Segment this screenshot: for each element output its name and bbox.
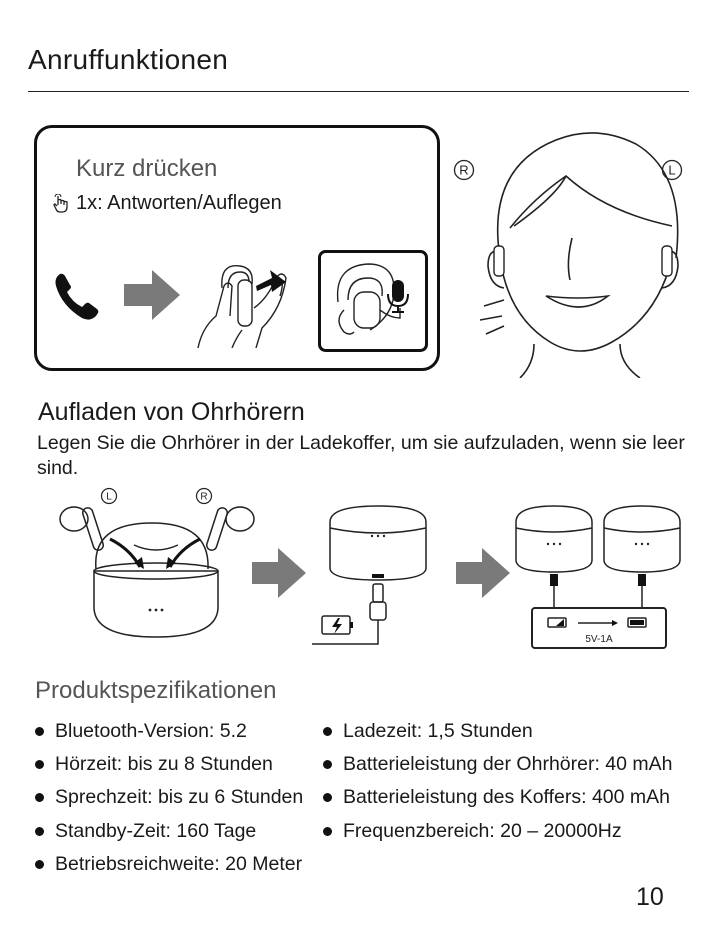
bullet-icon <box>35 760 44 769</box>
spec-item: Betriebsreichweite: 20 Meter <box>35 853 302 876</box>
title-divider <box>28 91 689 92</box>
ear-right-label: R <box>459 162 469 178</box>
bullet-icon <box>323 760 332 769</box>
spec-item: Standby-Zeit: 160 Tage <box>35 820 256 843</box>
ear-left-label: L <box>668 162 676 178</box>
spec-item: Batterieleistung des Koffers: 400 mAh <box>323 786 670 809</box>
charging-description: Legen Sie die Ohrhörer in der Ladekoffer, um sie aufzuladen, wenn sie leer sind. <box>37 432 685 479</box>
charger-spec-label: 5V-1A <box>585 634 613 645</box>
arrow-right-icon <box>252 548 306 598</box>
spec-item: Bluetooth-Version: 5.2 <box>35 720 247 743</box>
section-title-charging: Aufladen von Ohrhörern <box>38 398 305 426</box>
ear-microphone-inset <box>318 250 428 352</box>
bullet-icon <box>323 827 332 836</box>
spec-item: Frequenzbereich: 20 – 20000Hz <box>323 820 622 843</box>
tap-hand-icon <box>52 194 70 214</box>
ear-left-marker <box>661 159 683 181</box>
earbud-right-marker <box>195 487 213 505</box>
bullet-icon <box>35 793 44 802</box>
bullet-icon <box>35 727 44 736</box>
bullet-icon <box>35 827 44 836</box>
charging-cases-with-adapter <box>512 500 690 652</box>
charging-case-closed-cable <box>310 500 440 652</box>
earbud-left-marker <box>100 487 118 505</box>
section-title-specs: Produktspezifikationen <box>35 677 277 704</box>
face-illustration <box>470 118 698 378</box>
earbud-right-label: R <box>200 491 208 503</box>
arrow-right-icon <box>456 548 510 598</box>
arrow-right-icon <box>124 270 180 320</box>
section-title-call: Anruffunktionen <box>28 44 229 75</box>
earbud-left-label: L <box>106 491 112 503</box>
bullet-icon <box>35 860 44 869</box>
charging-case-open-illustration <box>50 485 262 645</box>
bullet-icon <box>323 793 332 802</box>
spec-item: Hörzeit: bis zu 8 Stunden <box>35 753 273 776</box>
press-action-text: 1x: Antworten/Auflegen <box>76 192 282 214</box>
press-action-line <box>52 192 282 215</box>
spec-item: Batterieleistung der Ohrhörer: 40 mAh <box>323 753 673 776</box>
ear-right-marker <box>453 159 475 181</box>
page-number: 10 <box>636 883 664 911</box>
bullet-icon <box>323 727 332 736</box>
spec-item: Sprechzeit: bis zu 6 Stunden <box>35 786 303 809</box>
press-title: Kurz drücken <box>76 155 218 182</box>
phone-icon <box>52 270 106 322</box>
hand-press-earbud-illustration <box>192 248 302 348</box>
spec-item: Ladezeit: 1,5 Stunden <box>323 720 533 743</box>
